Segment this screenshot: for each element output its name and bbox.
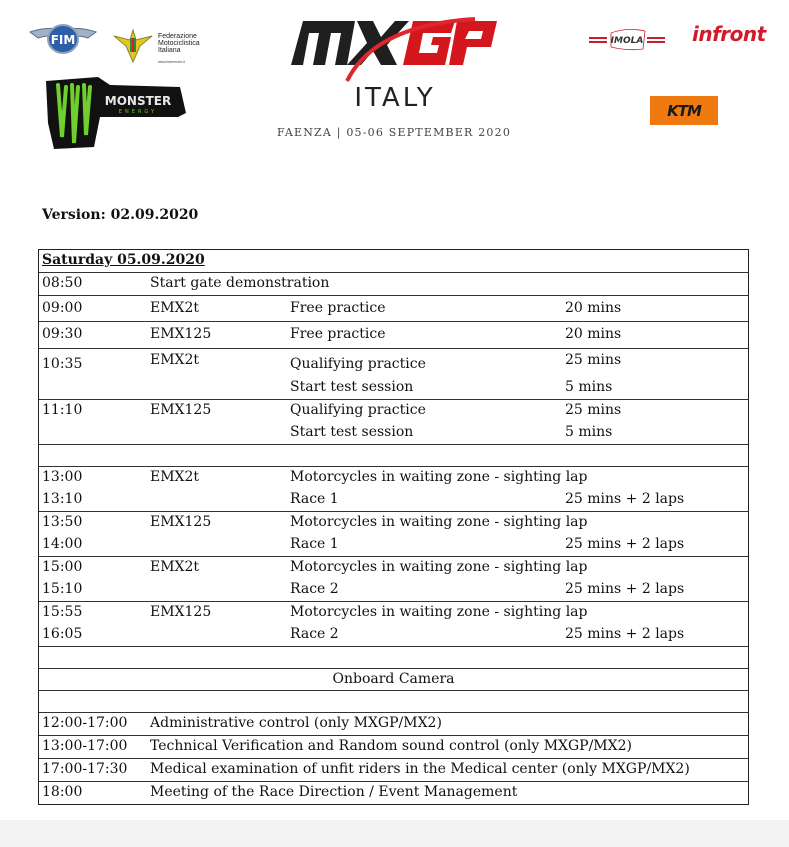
activity-cell: Technical Verification and Random sound control (only MXGP/MX2)	[150, 738, 632, 754]
version-label: Version: 02.09.2020	[42, 207, 199, 223]
fmi-line-2: Motociclistica	[158, 40, 200, 47]
activity-cell: Motorcycles in waiting zone - sighting lap	[290, 469, 588, 485]
time-cell: 14:00	[42, 536, 83, 552]
infront-logo: infront	[692, 22, 766, 46]
activity-cell: Start gate demonstration	[150, 275, 330, 291]
event-subtitle: FAENZA | 05-06 SEPTEMBER 2020	[276, 126, 512, 139]
svg-text:IMOLA: IMOLA	[610, 36, 644, 46]
time-cell: 16:05	[42, 626, 83, 642]
table-row	[39, 295, 748, 321]
time-cell: 13:50	[42, 514, 83, 530]
time-cell: 09:30	[42, 326, 83, 342]
day-title: Saturday 05.09.2020	[42, 252, 205, 268]
table-row	[39, 399, 748, 444]
duration-cell: 20 mins	[565, 300, 622, 316]
schedule-table	[38, 249, 749, 805]
time-cell: 13:10	[42, 491, 83, 507]
class-cell: EMX125	[150, 402, 212, 418]
table-row	[39, 272, 748, 295]
admin-row	[39, 781, 748, 804]
duration-cell: 25 mins	[565, 352, 622, 368]
duration-cell: 5 mins	[565, 424, 613, 440]
time-cell: 15:10	[42, 581, 83, 597]
time-cell: 18:00	[42, 784, 83, 800]
activity-cell: Administrative control (only MXGP/MX2)	[150, 715, 442, 731]
time-cell: 09:00	[42, 300, 83, 316]
table-row	[39, 321, 748, 348]
table-row	[39, 466, 748, 511]
ktm-logo	[650, 96, 718, 125]
fmi-url: www.federmoto.it	[158, 60, 185, 64]
class-cell: EMX125	[150, 514, 212, 530]
mxgp-logo	[285, 15, 500, 83]
fmi-line-1: Federazione	[158, 33, 197, 40]
onboard-camera-label: Onboard Camera	[332, 671, 455, 687]
time-cell: 13:00-17:00	[42, 738, 128, 754]
activity-cell: Race 1	[290, 536, 339, 552]
class-cell: EMX2t	[150, 559, 200, 575]
duration-cell: 25 mins + 2 laps	[565, 536, 685, 552]
activity-cell: Motorcycles in waiting zone - sighting lap	[290, 514, 588, 530]
time-cell: 13:00	[42, 469, 83, 485]
fmi-logo	[110, 24, 220, 66]
time-cell: 08:50	[42, 275, 83, 291]
activity-cell: Free practice	[290, 326, 386, 342]
activity-cell: Race 1	[290, 491, 339, 507]
class-cell: EMX2t	[150, 352, 200, 368]
onboard-camera-row	[39, 668, 748, 690]
activity-cell: Race 2	[290, 626, 339, 642]
event-title: ITALY	[354, 83, 436, 113]
duration-cell: 20 mins	[565, 326, 622, 342]
activity-cell: Meeting of the Race Direction / Event Management	[150, 784, 518, 800]
duration-cell: 25 mins + 2 laps	[565, 491, 685, 507]
spacer-row	[39, 646, 748, 668]
activity-cell: Medical examination of unfit riders in the Medical center (only MXGP/MX2)	[150, 761, 690, 777]
activity-cell: Qualifying practice	[290, 356, 426, 372]
activity-cell: Start test session	[290, 424, 414, 440]
monster-energy-logo	[40, 73, 190, 151]
activity-cell: Qualifying practice	[290, 402, 426, 418]
time-cell: 11:10	[42, 402, 83, 418]
duration-cell: 25 mins	[565, 402, 622, 418]
fmi-line-3: Italiana	[158, 47, 181, 54]
activity-cell: Start test session	[290, 379, 414, 395]
duration-cell: 5 mins	[565, 379, 613, 395]
class-cell: EMX125	[150, 326, 212, 342]
activity-cell: Free practice	[290, 300, 386, 316]
fim-logo	[28, 22, 98, 56]
activity-cell: Motorcycles in waiting zone - sighting lap	[290, 559, 588, 575]
time-cell: 12:00-17:00	[42, 715, 128, 731]
ktm-logo-text: KTM	[667, 101, 701, 120]
class-cell: EMX125	[150, 604, 212, 620]
admin-row	[39, 735, 748, 758]
time-cell: 15:55	[42, 604, 83, 620]
svg-text:ENERGY: ENERGY	[118, 109, 158, 115]
time-cell: 10:35	[42, 356, 83, 372]
day-header-row	[39, 250, 748, 272]
admin-row	[39, 712, 748, 735]
duration-cell: 25 mins + 2 laps	[565, 581, 685, 597]
activity-cell: Race 2	[290, 581, 339, 597]
page-footer-band	[0, 820, 789, 847]
admin-row	[39, 758, 748, 781]
table-row	[39, 348, 748, 399]
imola-logo	[587, 27, 667, 53]
class-cell: EMX2t	[150, 300, 200, 316]
table-row	[39, 556, 748, 601]
svg-text:MONSTER: MONSTER	[104, 94, 172, 108]
table-row	[39, 601, 748, 646]
svg-text:FIM: FIM	[50, 33, 76, 47]
table-row	[39, 511, 748, 556]
time-cell: 15:00	[42, 559, 83, 575]
class-cell: EMX2t	[150, 469, 200, 485]
spacer-row	[39, 690, 748, 712]
duration-cell: 25 mins + 2 laps	[565, 626, 685, 642]
time-cell: 17:00-17:30	[42, 761, 128, 777]
spacer-row	[39, 444, 748, 466]
activity-cell: Motorcycles in waiting zone - sighting lap	[290, 604, 588, 620]
